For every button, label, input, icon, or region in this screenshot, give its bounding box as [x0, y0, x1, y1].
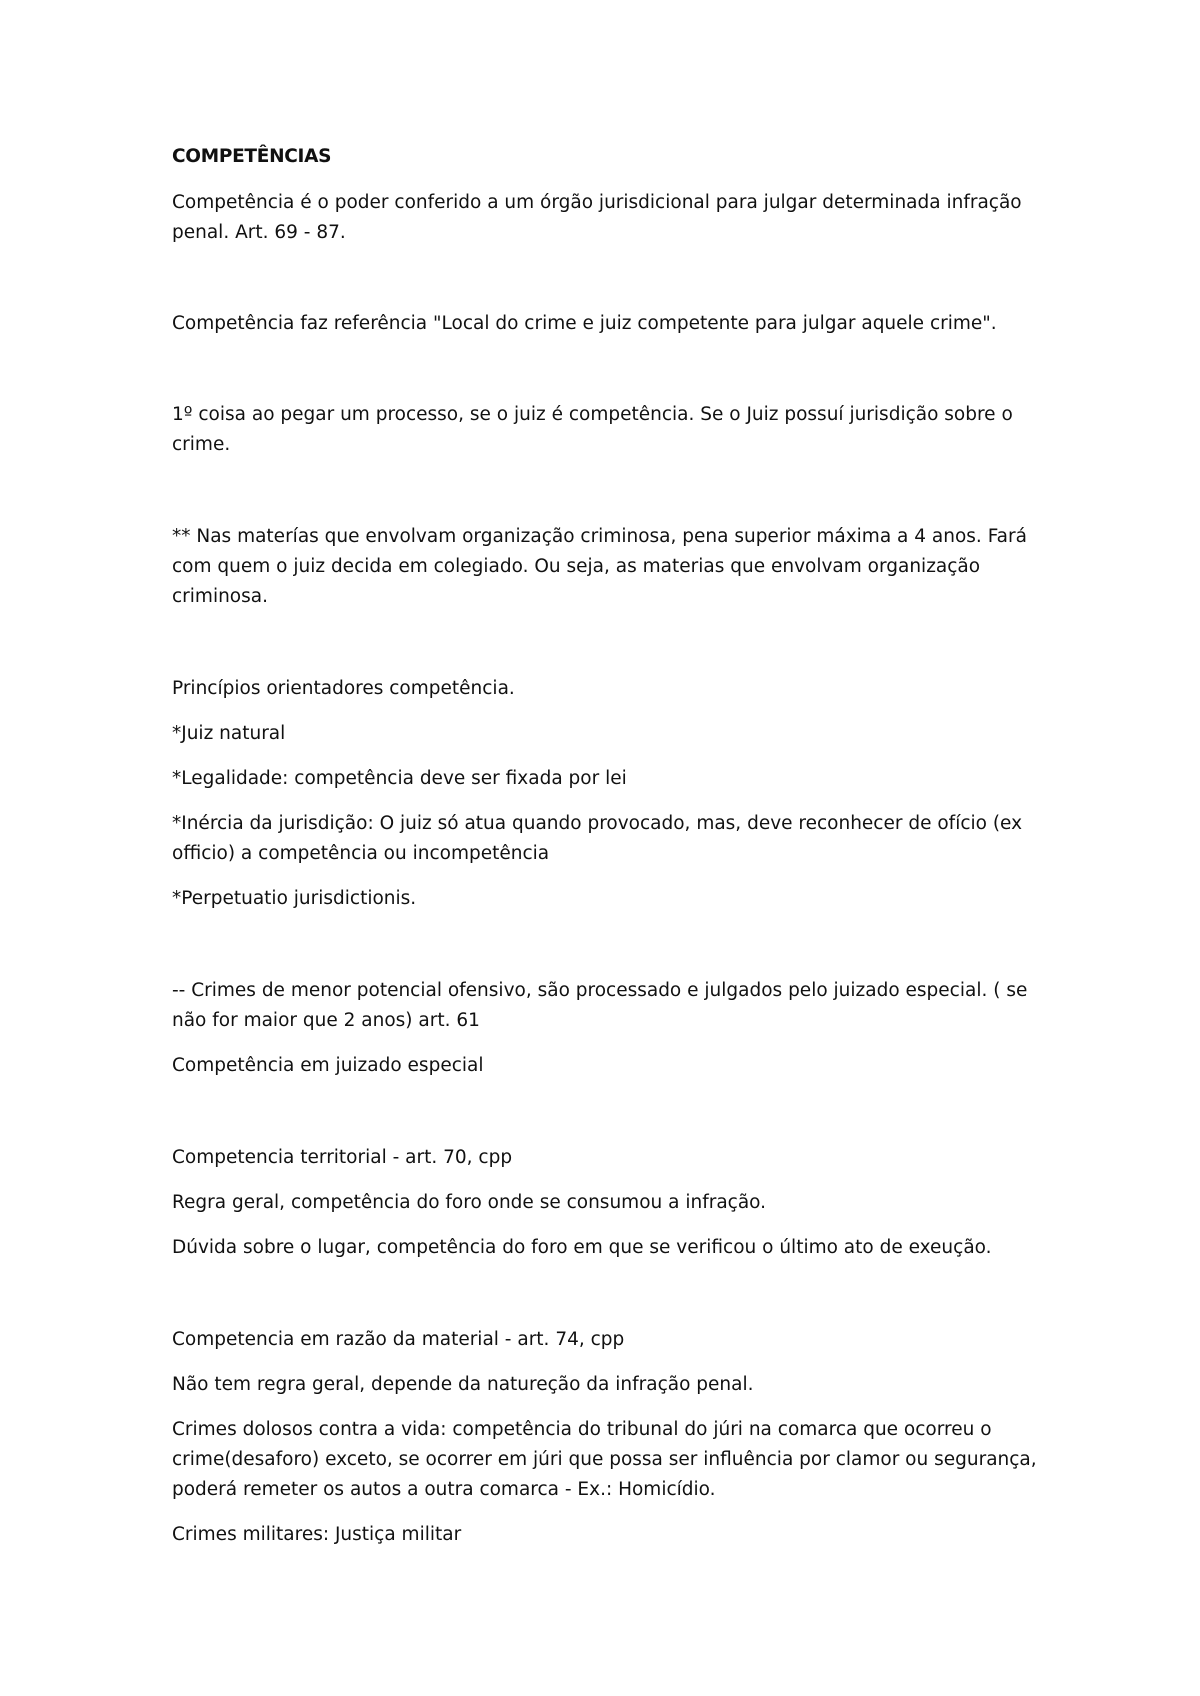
list-item-perpetuatio: *Perpetuatio jurisdictionis. [172, 888, 417, 909]
list-item-legalidade: *Legalidade: competência deve ser fixada por lei [172, 768, 627, 789]
paragraph-definition: Competência é o poder conferido a um órgão jurisdicional para julgar determinada infração penal. Art. 69 - 87. [172, 192, 1022, 243]
paragraph-duvida-lugar: Dúvida sobre o lugar, competência do foro em que se verificou o último ato de exeução. [172, 1237, 992, 1258]
list-item-inercia: *Inércia da jurisdição: O juiz só atua quando provocado, mas, deve reconhecer de ofício (ex officio) a competência ou incompetência [172, 813, 1023, 864]
paragraph-principles-heading: Princípios orientadores competência. [172, 678, 515, 699]
paragraph-crimes-dolosos: Crimes dolosos contra a vida: competência do tribunal do júri na comarca que ocorreu o crime(desaforo) exceto, se ocorrer em júri que possa ser influência por clamor ou segurança, poderá remeter os autos a outra comarca - Ex.: Homicídio. [172, 1419, 1037, 1500]
document-page [172, 142, 1052, 1550]
paragraph-first-step: 1º coisa ao pegar um processo, se o juiz é competência. Se o Juiz possuí jurisdição sobre o crime. [172, 404, 1013, 455]
paragraph-organized-crime: ** Nas materías que envolvam organização criminosa, pena superior máxima a 4 anos. Fará com quem o juiz decida em colegiado. Ou seja, as materias que envolvam organização criminosa. [172, 526, 1027, 607]
document-title: COMPETÊNCIAS [172, 146, 332, 167]
paragraph-crimes-militares: Crimes militares: Justiça militar [172, 1524, 462, 1545]
paragraph-regra-geral: Regra geral, competência do foro onde se consumou a infração. [172, 1192, 767, 1213]
paragraph-sem-regra-geral: Não tem regra geral, depende da natureção da infração penal. [172, 1374, 754, 1395]
paragraph-juizado-especial: Competência em juizado especial [172, 1055, 484, 1076]
paragraph-territorial-heading: Competencia territorial - art. 70, cpp [172, 1147, 513, 1168]
paragraph-reference: Competência faz referência "Local do crime e juiz competente para julgar aquele crime". [172, 313, 997, 334]
paragraph-menor-potencial: -- Crimes de menor potencial ofensivo, são processado e julgados pelo juizado especial. ( se não for maior que 2 anos) art. 61 [172, 980, 1028, 1031]
list-item-juiz-natural: *Juiz natural [172, 723, 286, 744]
paragraph-material-heading: Competencia em razão da material - art. 74, cpp [172, 1329, 625, 1350]
